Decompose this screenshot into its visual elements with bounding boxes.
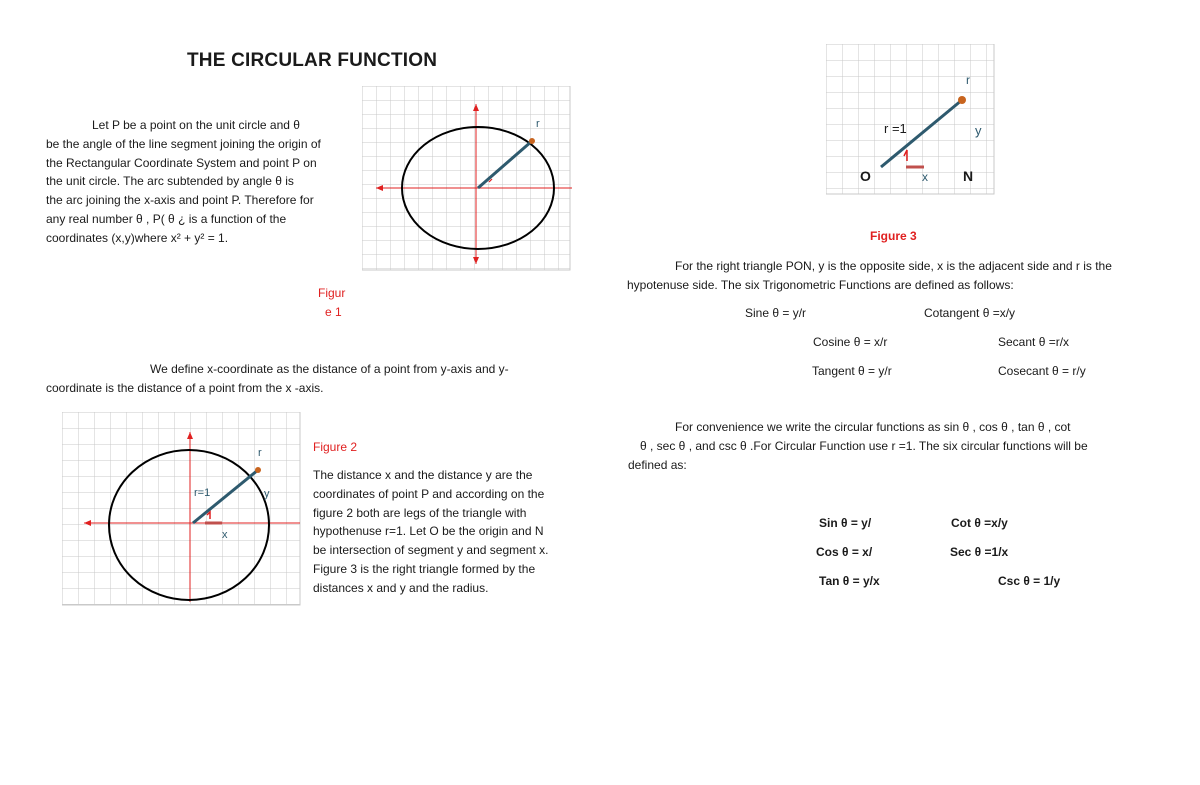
sine-definition: Sine θ = y/r — [745, 306, 807, 320]
o-label: O — [860, 168, 871, 184]
definition-line: We define x-coordinate as the distance of a point from y-axis and y- — [150, 362, 509, 376]
point-p — [255, 467, 261, 473]
intro-paragraph — [46, 116, 356, 248]
intro-line: coordinates (x,y)where x² + y² = 1. — [46, 230, 229, 245]
paragraph-line: hypotenuse side. The six Trigonometric Functions are defined as follows: — [627, 277, 1014, 292]
page-title: THE CIRCULAR FUNCTION — [187, 50, 438, 71]
convenience-paragraph — [628, 418, 1158, 474]
ray-label: r — [536, 118, 540, 130]
description-line: The distance x and the distance y are the — [313, 468, 533, 482]
description-line: coordinates of point P and according on the — [313, 486, 545, 501]
figure-3-right-triangle — [826, 44, 996, 196]
grid — [62, 412, 300, 605]
sec-unit-definition: Sec θ =1/x — [950, 545, 1009, 559]
description-line: be intersection of segment y and segment x. — [313, 543, 549, 558]
figure-3-caption: Figure 3 — [870, 229, 917, 243]
figure-1-unit-circle — [362, 86, 572, 271]
ray-label: r — [966, 73, 970, 87]
paragraph-line: For the right triangle PON, y is the opposite side, x is the adjacent side and r is the — [675, 259, 1112, 273]
right-triangle-paragraph — [627, 257, 1157, 295]
figure-1-caption: Figur — [318, 286, 346, 300]
y-label: y — [975, 123, 982, 138]
n-label: N — [963, 168, 974, 184]
secant-definition: Secant θ =r/x — [998, 335, 1070, 349]
intro-line: the Rectangular Coordinate System and point P on — [46, 155, 317, 170]
description-line: hypothenuse r=1. Let O be the origin and N — [313, 524, 544, 539]
description-line: distances x and y and the radius. — [313, 580, 489, 595]
paragraph-line: θ , sec θ , and csc θ .For Circular Function use r =1. The six circular functions will be — [640, 438, 1088, 453]
intro-line: Let P be a point on the unit circle and θ — [92, 118, 300, 132]
x-label: x — [222, 529, 228, 541]
cot-unit-definition: Cot θ =x/y — [951, 516, 1008, 530]
sin-unit-definition: Sin θ = y/ — [819, 516, 872, 530]
cosine-definition: Cosine θ = x/r — [813, 335, 888, 349]
csc-unit-definition: Csc θ = 1/y — [998, 574, 1061, 588]
paragraph-line: defined as: — [628, 457, 687, 472]
figure-2-unit-circle — [62, 412, 302, 607]
intro-line: be the angle of the line segment joining the origin of — [46, 136, 321, 151]
definition-line: coordinate is the distance of a point from the x -axis. — [46, 380, 324, 395]
figure-2-caption: Figure 2 — [313, 440, 358, 454]
cosecant-definition: Cosecant θ = r/y — [998, 364, 1086, 378]
cotangent-definition: Cotangent θ =x/y — [924, 306, 1016, 320]
figure-2-description — [313, 466, 578, 598]
description-line: figure 2 both are legs of the triangle with — [313, 505, 527, 520]
point-p — [958, 96, 966, 104]
description-line: Figure 3 is the right triangle formed by the — [313, 561, 536, 576]
y-label: y — [264, 488, 270, 500]
intro-line: the unit circle. The arc subtended by angle θ is — [46, 174, 294, 189]
r-label: r =1 — [884, 121, 907, 136]
r-label: r=1 — [194, 487, 211, 499]
intro-line: any real number θ , P( θ ¿ is a function of the — [46, 211, 287, 226]
grid — [362, 86, 570, 270]
x-label: x — [922, 170, 928, 184]
paragraph-line: For convenience we write the circular functions as sin θ , cos θ , tan θ , cot — [675, 420, 1071, 434]
ray-label: r — [258, 447, 262, 459]
coordinate-definition — [46, 360, 566, 398]
intro-line: the arc joining the x-axis and point P. Therefore for — [46, 193, 314, 208]
cos-unit-definition: Cos θ = x/ — [816, 545, 873, 559]
point-p — [529, 138, 535, 144]
figure-1-caption: e 1 — [325, 305, 342, 319]
tangent-definition: Tangent θ = y/r — [812, 364, 892, 378]
tan-unit-definition: Tan θ = y/x — [819, 574, 880, 588]
